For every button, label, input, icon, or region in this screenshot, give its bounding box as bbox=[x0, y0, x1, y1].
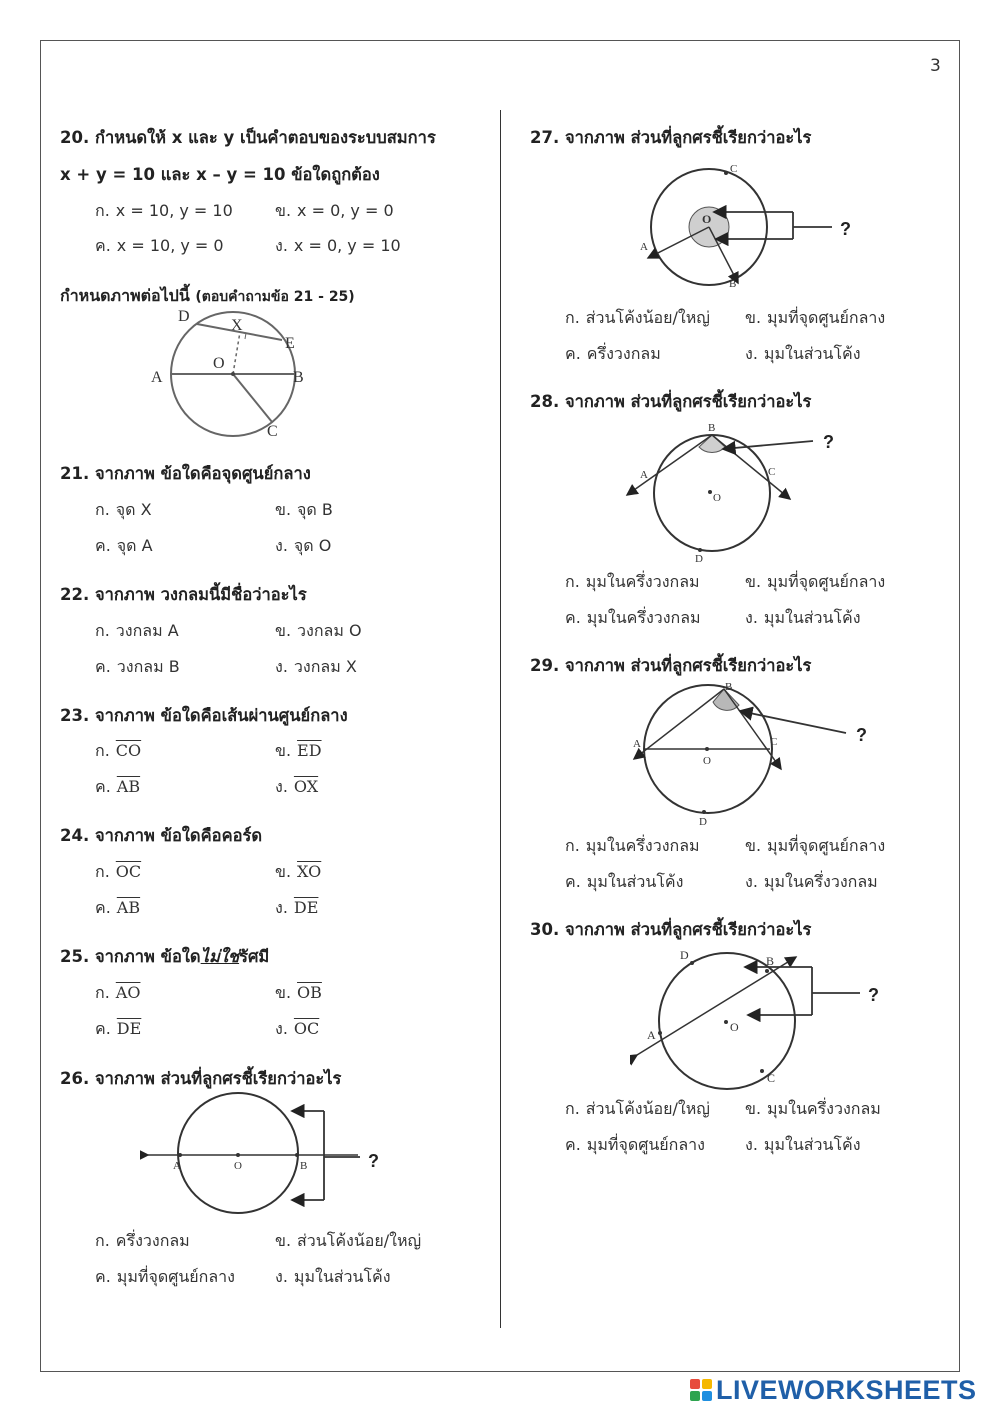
option-label: ค. bbox=[565, 872, 581, 891]
option-label: ก. bbox=[565, 1099, 580, 1118]
q30-option-d[interactable] bbox=[745, 1133, 861, 1158]
label-e: E bbox=[285, 335, 295, 352]
q24-option-c[interactable] bbox=[95, 896, 140, 921]
option-label: ง. bbox=[745, 608, 758, 627]
q30-option-b[interactable] bbox=[745, 1097, 881, 1122]
label-a: A bbox=[640, 241, 648, 253]
option-label: ข. bbox=[275, 1231, 292, 1250]
q27-text: จากภาพ ส่วนที่ลูกศรชี้เรียกว่าอะไร bbox=[564, 128, 812, 147]
q28-option-d[interactable] bbox=[745, 606, 861, 631]
q28-number: 28. bbox=[530, 392, 560, 411]
option-text: มุมในครึ่งวงกลม bbox=[586, 608, 701, 627]
option-label: ก. bbox=[565, 572, 580, 591]
option-text: จุด B bbox=[297, 500, 333, 519]
question-mark: ? bbox=[823, 432, 834, 452]
logo-square-1 bbox=[690, 1379, 700, 1389]
q26-option-a[interactable] bbox=[95, 1229, 190, 1254]
option-text: มุมที่จุดศูนย์กลาง bbox=[767, 308, 886, 327]
q25-suffix: รัศมี bbox=[239, 947, 270, 966]
label-o: O bbox=[702, 212, 712, 226]
q29-option-c[interactable] bbox=[565, 870, 683, 895]
q23-option-d[interactable] bbox=[275, 775, 318, 800]
logo-square-4 bbox=[702, 1391, 712, 1401]
label-b: B bbox=[766, 954, 775, 968]
label-a: A bbox=[647, 1028, 656, 1042]
label-a: A bbox=[173, 1160, 181, 1172]
segment-text: $\overline{OC}$ bbox=[293, 1019, 320, 1038]
label-b: B bbox=[708, 422, 716, 434]
q25-prefix: จากภาพ ข้อใด bbox=[94, 947, 201, 966]
center-point bbox=[708, 490, 712, 494]
option-text: วงกลม B bbox=[116, 657, 180, 676]
option-text: มุมที่จุดศูนย์กลาง bbox=[767, 572, 886, 591]
label-b: B bbox=[725, 681, 733, 693]
question-28 bbox=[530, 389, 811, 415]
option-label: ข. bbox=[275, 500, 292, 519]
option-label: ค. bbox=[95, 1019, 111, 1038]
q23-number: 23. bbox=[60, 706, 90, 725]
label-b: B bbox=[300, 1160, 308, 1172]
intro-sub: (ตอบคำถามข้อ 21 - 25) bbox=[195, 289, 355, 305]
ray-ba bbox=[627, 435, 712, 495]
option-text: มุมในครึ่งวงกลม bbox=[763, 872, 878, 891]
option-label: ค. bbox=[95, 898, 111, 917]
option-text: มุมในครึ่งวงกลม bbox=[585, 836, 700, 855]
option-label: ค. bbox=[565, 1135, 581, 1154]
question-mark: ? bbox=[868, 985, 879, 1005]
point-c bbox=[760, 1069, 764, 1073]
option-label: ง. bbox=[275, 777, 288, 796]
label-d: D bbox=[699, 816, 707, 828]
pointer-arrow bbox=[740, 711, 846, 733]
q25-emphasis: ไม่ใช่ bbox=[200, 947, 240, 966]
segment-text: $\overline{AB}$ bbox=[116, 777, 141, 796]
question-22 bbox=[60, 582, 307, 608]
q25-option-d[interactable] bbox=[275, 1017, 319, 1042]
option-label: ค. bbox=[95, 1267, 111, 1286]
option-text: ส่วนโค้งน้อย/ใหญ่ bbox=[585, 1099, 710, 1118]
label-o: O bbox=[713, 492, 721, 504]
q30-text: จากภาพ ส่วนที่ลูกศรชี้เรียกว่าอะไร bbox=[564, 920, 812, 939]
q26-option-c[interactable] bbox=[95, 1265, 235, 1290]
segment-text: $\overline{CO}$ bbox=[115, 741, 142, 760]
shaded-angle bbox=[699, 435, 725, 453]
option-label: ค. bbox=[95, 536, 111, 555]
q20-option-c[interactable] bbox=[95, 234, 224, 259]
option-label: ก. bbox=[95, 1231, 110, 1250]
label-c: C bbox=[730, 163, 738, 175]
question-24 bbox=[60, 823, 262, 849]
question-20-line1 bbox=[60, 125, 436, 151]
q26-option-b[interactable] bbox=[275, 1229, 421, 1254]
q20-option-d[interactable] bbox=[275, 234, 401, 259]
label-d: D bbox=[178, 308, 190, 325]
option-label: ก. bbox=[95, 201, 110, 220]
q20-number: 20. bbox=[60, 128, 90, 147]
point-b bbox=[295, 1153, 299, 1157]
option-label: ข. bbox=[275, 741, 292, 760]
option-label: ข. bbox=[275, 201, 292, 220]
option-text: มุมในส่วนโค้ง bbox=[293, 1267, 391, 1286]
option-text: x = 10, y = 0 bbox=[116, 236, 224, 255]
option-text: มุมที่จุดศูนย์กลาง bbox=[586, 1135, 705, 1154]
liveworksheets-logo[interactable] bbox=[690, 1374, 977, 1406]
option-text: วงกลม X bbox=[293, 657, 357, 676]
q29-option-b[interactable] bbox=[745, 834, 885, 859]
option-label: ข. bbox=[275, 621, 292, 640]
label-o: O bbox=[213, 355, 225, 372]
q29-option-d[interactable] bbox=[745, 870, 878, 895]
segment-text: $\overline{DE}$ bbox=[293, 898, 319, 917]
label-o: O bbox=[730, 1020, 739, 1034]
option-text: ครึ่งวงกลม bbox=[115, 1231, 190, 1250]
question-mark: ? bbox=[368, 1151, 379, 1171]
option-label: ข. bbox=[275, 983, 292, 1002]
option-text: มุมในส่วนโค้ง bbox=[763, 344, 861, 363]
segment-text: $\overline{AO}$ bbox=[115, 983, 141, 1002]
option-label: ง. bbox=[745, 1135, 758, 1154]
q23-text: จากภาพ ข้อใดคือเส้นผ่านศูนย์กลาง bbox=[94, 706, 348, 725]
option-text: จุด X bbox=[115, 500, 152, 519]
option-text: x = 0, y = 10 bbox=[293, 236, 401, 255]
q21-option-c[interactable] bbox=[95, 534, 153, 559]
point-d bbox=[698, 548, 702, 552]
label-o: O bbox=[234, 1160, 242, 1172]
option-label: ง. bbox=[275, 236, 288, 255]
option-text: x = 0, y = 0 bbox=[297, 201, 394, 220]
option-text: มุมในครึ่งวงกลม bbox=[767, 1099, 881, 1118]
q30-option-c[interactable] bbox=[565, 1133, 705, 1158]
q26-number: 26. bbox=[60, 1069, 90, 1088]
logo-square-2 bbox=[702, 1379, 712, 1389]
q30-number: 30. bbox=[530, 920, 560, 939]
option-text: ครึ่งวงกลม bbox=[586, 344, 661, 363]
label-c: C bbox=[768, 466, 776, 478]
segment-text: $\overline{AB}$ bbox=[116, 898, 141, 917]
q29-option-a[interactable] bbox=[565, 834, 700, 859]
label-d: D bbox=[695, 553, 703, 565]
q23-option-c[interactable] bbox=[95, 775, 140, 800]
option-label: ค. bbox=[565, 608, 581, 627]
point-b bbox=[765, 969, 769, 973]
q20-option-b[interactable] bbox=[275, 199, 394, 224]
segment-text: $\overline{OX}$ bbox=[293, 777, 319, 796]
option-label: ง. bbox=[275, 898, 288, 917]
option-text: จุด O bbox=[293, 536, 332, 555]
q21-option-a[interactable] bbox=[95, 498, 152, 523]
question-mark: ? bbox=[856, 725, 867, 745]
q24-option-d[interactable] bbox=[275, 896, 318, 921]
q24-text: จากภาพ ข้อใดคือคอร์ด bbox=[94, 826, 263, 845]
option-label: ข. bbox=[745, 1099, 762, 1118]
logo-text: LIVEWORKSHEETS bbox=[716, 1374, 977, 1405]
question-23 bbox=[60, 703, 348, 729]
q21-option-d[interactable] bbox=[275, 534, 331, 559]
point-d bbox=[702, 810, 706, 814]
segment-ox bbox=[233, 332, 240, 374]
column-divider bbox=[500, 110, 501, 1328]
q24-option-b[interactable] bbox=[275, 860, 321, 885]
q21-option-b[interactable] bbox=[275, 498, 333, 523]
option-text: มุมในส่วนโค้ง bbox=[586, 872, 684, 891]
q24-option-a[interactable] bbox=[95, 860, 141, 885]
center-point bbox=[724, 1020, 728, 1024]
segment-text: $\overline{ED}$ bbox=[297, 741, 322, 760]
center-point bbox=[236, 1153, 240, 1157]
label-b: B bbox=[729, 278, 737, 290]
q26-option-d[interactable] bbox=[275, 1265, 391, 1290]
label-a: A bbox=[640, 469, 648, 481]
option-text: ส่วนโค้งน้อย/ใหญ่ bbox=[297, 1231, 422, 1250]
q28-option-b[interactable] bbox=[745, 570, 885, 595]
q30-option-a[interactable] bbox=[565, 1097, 710, 1122]
option-label: ค. bbox=[565, 344, 581, 363]
option-text: มุมในส่วนโค้ง bbox=[763, 1135, 861, 1154]
center-point bbox=[231, 372, 235, 376]
q26-text: จากภาพ ส่วนที่ลูกศรชี้เรียกว่าอะไร bbox=[94, 1069, 342, 1088]
option-label: ข. bbox=[745, 308, 762, 327]
q25-option-a[interactable] bbox=[95, 981, 140, 1006]
intro-main: กำหนดภาพต่อไปนี้ bbox=[60, 286, 190, 305]
q27-option-c[interactable] bbox=[565, 342, 661, 367]
q22-option-d[interactable] bbox=[275, 655, 357, 680]
q22-option-b[interactable] bbox=[275, 619, 362, 644]
option-label: ค. bbox=[95, 657, 111, 676]
figure-q30 bbox=[630, 945, 890, 1090]
option-text: ส่วนโค้งน้อย/ใหญ่ bbox=[585, 308, 710, 327]
label-d: D bbox=[680, 948, 689, 962]
q25-number: 25. bbox=[60, 947, 90, 966]
label-c: C bbox=[770, 736, 778, 748]
q22-option-a[interactable] bbox=[95, 619, 179, 644]
option-label: ข. bbox=[745, 836, 762, 855]
pointer-arrow bbox=[723, 441, 813, 449]
q21-text: จากภาพ ข้อใดคือจุดศูนย์กลาง bbox=[94, 464, 311, 483]
circle-figure-21-25 bbox=[140, 300, 330, 445]
segment-text: $\overline{OC}$ bbox=[115, 862, 142, 881]
q22-option-c[interactable] bbox=[95, 655, 180, 680]
option-label: ง. bbox=[745, 872, 758, 891]
ray-bc bbox=[724, 689, 781, 769]
point-a bbox=[658, 1031, 662, 1035]
q25-option-b[interactable] bbox=[275, 981, 322, 1006]
question-27 bbox=[530, 125, 811, 151]
option-label: ก. bbox=[95, 500, 110, 519]
label-c: C bbox=[767, 1071, 776, 1085]
option-label: ง. bbox=[275, 1267, 288, 1286]
q27-option-d[interactable] bbox=[745, 342, 861, 367]
option-label: ก. bbox=[565, 308, 580, 327]
label-o: O bbox=[703, 755, 711, 767]
option-text: วงกลม O bbox=[297, 621, 362, 640]
question-mark: ? bbox=[840, 219, 851, 239]
page-number: 3 bbox=[930, 56, 941, 76]
q28-option-c[interactable] bbox=[565, 606, 701, 631]
label-b: B bbox=[293, 369, 304, 386]
logo-square-3 bbox=[690, 1391, 700, 1401]
radius-oc bbox=[233, 374, 272, 422]
option-label: ก. bbox=[565, 836, 580, 855]
label-c: C bbox=[267, 423, 278, 440]
segment-text: $\overline{DE}$ bbox=[116, 1019, 142, 1038]
question-21 bbox=[60, 461, 311, 487]
option-text: มุมในส่วนโค้ง bbox=[763, 608, 861, 627]
q23-option-b[interactable] bbox=[275, 739, 322, 764]
option-label: ก. bbox=[95, 741, 110, 760]
option-text: จุด A bbox=[116, 536, 153, 555]
option-label: ง. bbox=[275, 657, 288, 676]
q23-option-a[interactable] bbox=[95, 739, 141, 764]
segment-text: $\overline{XO}$ bbox=[297, 862, 322, 881]
q28-text: จากภาพ ส่วนที่ลูกศรชี้เรียกว่าอะไร bbox=[564, 392, 812, 411]
q29-text: จากภาพ ส่วนที่ลูกศรชี้เรียกว่าอะไร bbox=[564, 656, 812, 675]
figure-q27 bbox=[630, 155, 870, 295]
q28-option-a[interactable] bbox=[565, 570, 700, 595]
option-text: วงกลม A bbox=[115, 621, 179, 640]
q22-text: จากภาพ วงกลมนี้มีชื่อว่าอะไร bbox=[94, 585, 307, 604]
option-label: ก. bbox=[95, 862, 110, 881]
option-label: ง. bbox=[275, 1019, 288, 1038]
q20-option-a[interactable] bbox=[95, 199, 233, 224]
label-x: X bbox=[231, 317, 243, 334]
option-label: ข. bbox=[275, 862, 292, 881]
question-20-line2: x + y = 10 และ x – y = 10 ข้อใดถูกต้อง bbox=[60, 165, 380, 184]
option-label: ข. bbox=[745, 572, 762, 591]
segment-text: $\overline{OB}$ bbox=[297, 983, 322, 1002]
point-c bbox=[724, 171, 728, 175]
option-label: ก. bbox=[95, 983, 110, 1002]
option-label: ง. bbox=[745, 344, 758, 363]
q24-number: 24. bbox=[60, 826, 90, 845]
q29-number: 29. bbox=[530, 656, 560, 675]
figure-q28 bbox=[615, 415, 855, 565]
option-text: x = 10, y = 10 bbox=[115, 201, 233, 220]
center-point bbox=[705, 747, 709, 751]
option-text: มุมในครึ่งวงกลม bbox=[585, 572, 700, 591]
option-label: ก. bbox=[95, 621, 110, 640]
option-text: มุมที่จุดศูนย์กลาง bbox=[767, 836, 886, 855]
point-d bbox=[690, 961, 694, 965]
option-label: ค. bbox=[95, 777, 111, 796]
q22-number: 22. bbox=[60, 585, 90, 604]
option-text: มุมที่จุดศูนย์กลาง bbox=[116, 1267, 235, 1286]
logo-grid-icon bbox=[690, 1379, 712, 1401]
q25-option-c[interactable] bbox=[95, 1017, 141, 1042]
question-30 bbox=[530, 917, 811, 943]
figure-q26 bbox=[140, 1085, 390, 1220]
point-a bbox=[178, 1153, 182, 1157]
option-label: ค. bbox=[95, 236, 111, 255]
question-25 bbox=[60, 944, 269, 970]
label-a: A bbox=[151, 369, 163, 386]
q27-number: 27. bbox=[530, 128, 560, 147]
q20-text: กำหนดให้ x และ y เป็นคำตอบของระบบสมการ bbox=[94, 128, 436, 147]
q27-option-b[interactable] bbox=[745, 306, 885, 331]
option-label: ง. bbox=[275, 536, 288, 555]
label-a: A bbox=[633, 738, 641, 750]
q21-number: 21. bbox=[60, 464, 90, 483]
q27-option-a[interactable] bbox=[565, 306, 710, 331]
figure-q29 bbox=[620, 675, 880, 830]
